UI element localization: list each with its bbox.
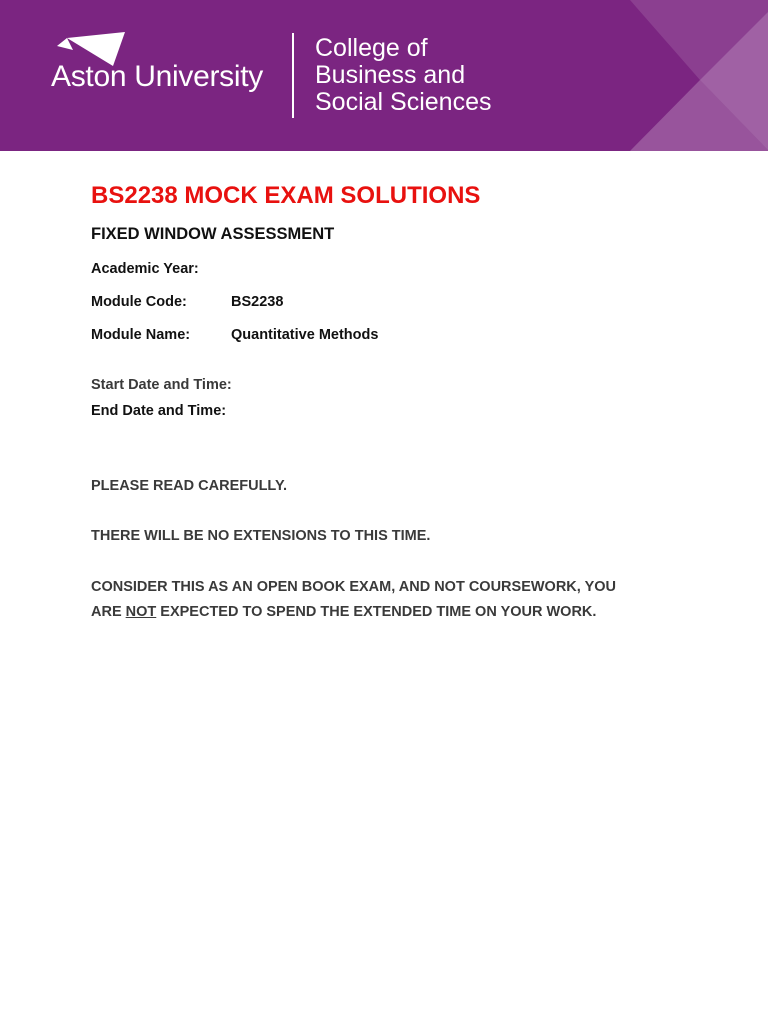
module-code-value: BS2238 bbox=[231, 294, 284, 310]
notice-open-book bbox=[91, 575, 616, 625]
college-name-line: Business and bbox=[315, 61, 466, 89]
notice-emphasis-not: NOT bbox=[125, 604, 157, 620]
module-code-label: Module Code: bbox=[91, 294, 187, 310]
college-name-line: Social Sciences bbox=[315, 88, 492, 116]
academic-year-label: Academic Year: bbox=[91, 261, 199, 277]
module-code-row bbox=[91, 294, 284, 310]
notice-read-carefully: PLEASE READ CAREFULLY. bbox=[91, 478, 288, 494]
university-name: Aston University bbox=[51, 60, 263, 93]
document-title: BS2238 MOCK EXAM SOLUTIONS bbox=[91, 182, 481, 209]
notice-open-book-line2 bbox=[91, 600, 616, 625]
header-divider bbox=[292, 33, 294, 118]
notice-line2-end: EXPECTED TO SPEND THE EXTENDED TIME ON YOUR WORK. bbox=[156, 604, 597, 620]
header-banner bbox=[0, 0, 768, 151]
module-name-row bbox=[91, 327, 379, 343]
notice-open-book-line1: CONSIDER THIS AS AN OPEN BOOK EXAM, AND NOT COURSEWORK, YOU bbox=[91, 579, 616, 595]
document-subtitle: FIXED WINDOW ASSESSMENT bbox=[91, 225, 335, 243]
academic-year-row bbox=[91, 261, 199, 277]
notice-line2-start: ARE bbox=[91, 604, 126, 620]
college-name-line: College of bbox=[315, 34, 428, 62]
module-name-label: Module Name: bbox=[91, 327, 191, 343]
start-date-label: Start Date and Time: bbox=[91, 377, 232, 393]
college-name bbox=[315, 35, 491, 116]
notice-no-extensions: THERE WILL BE NO EXTENSIONS TO THIS TIME. bbox=[91, 528, 431, 544]
module-name-value: Quantitative Methods bbox=[231, 327, 379, 343]
end-date-label: End Date and Time: bbox=[91, 403, 227, 419]
